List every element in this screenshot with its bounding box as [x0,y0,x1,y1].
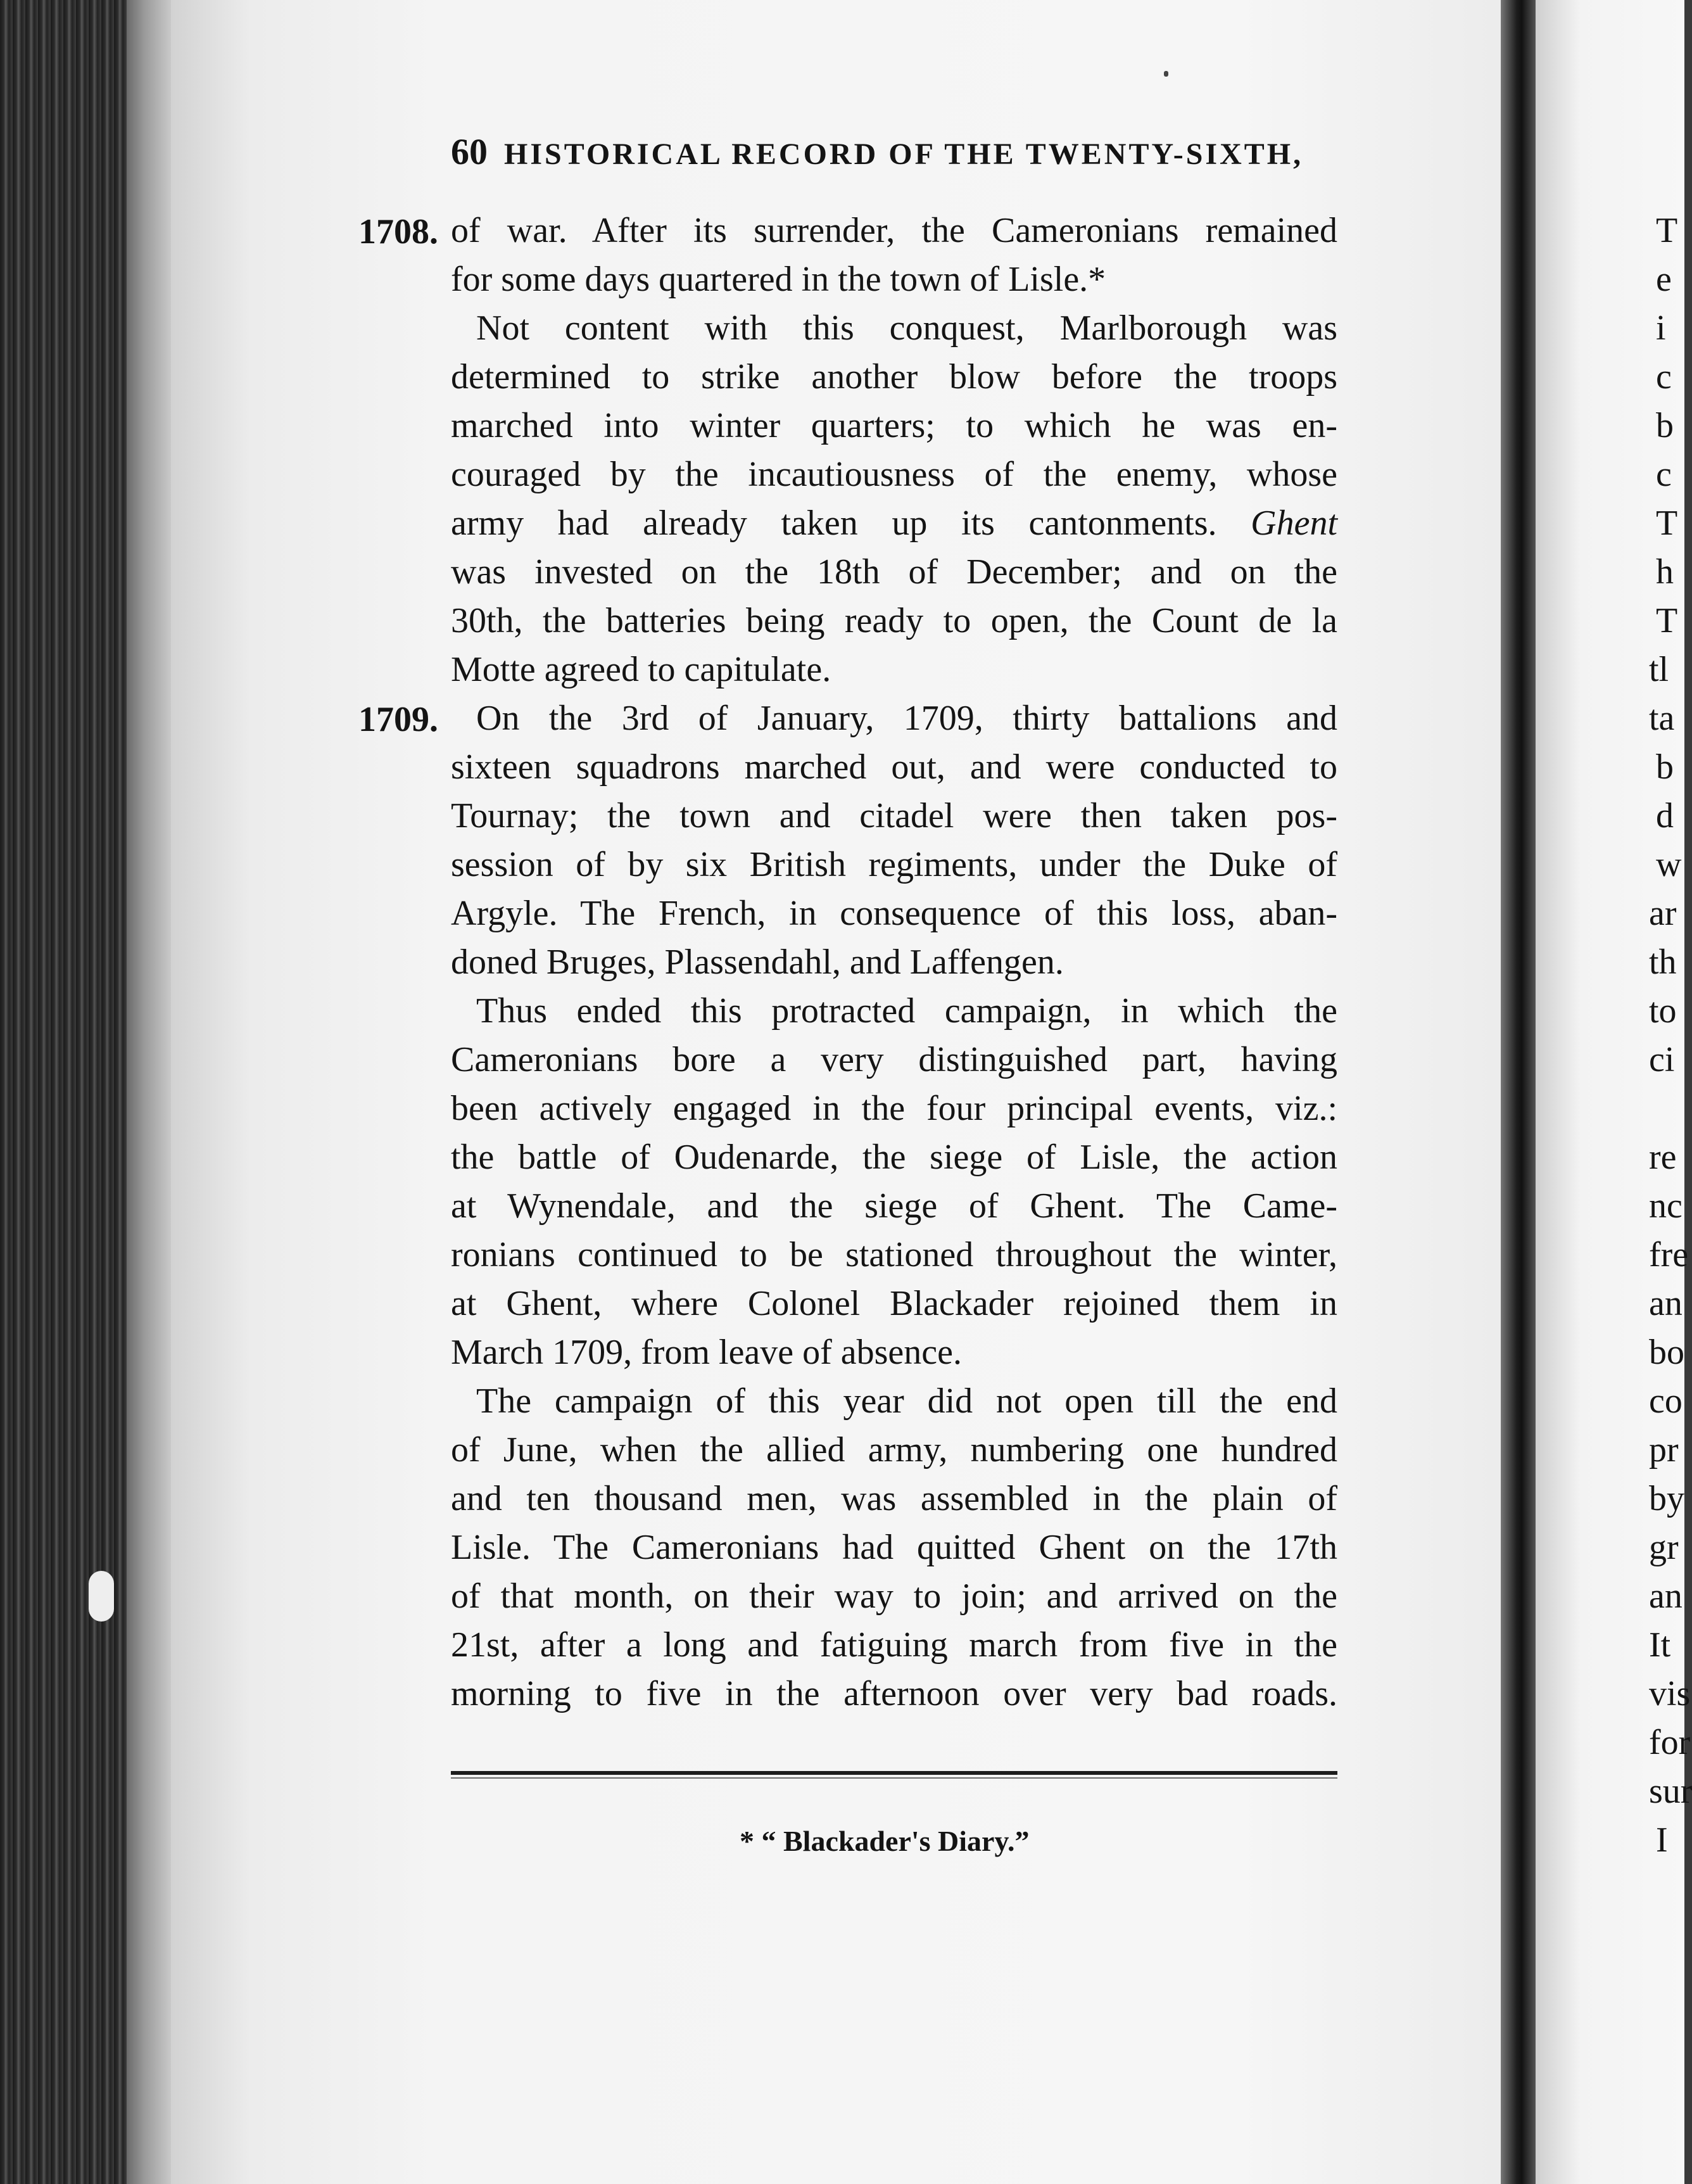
facing-page-fragment: for [1649,1723,1691,1762]
facing-page-fragment: to [1649,991,1677,1031]
text-line: On the 3rd of January, 1709, thirty battalions and [476,699,1337,738]
running-header [451,130,1337,173]
facing-page-fragment: I [1656,1820,1668,1860]
facing-page-fragment: re [1649,1138,1677,1177]
facing-page-fragment: pr [1649,1430,1679,1470]
page-number: 60 [451,131,488,172]
facing-page-fragment: th [1649,943,1677,982]
facing-page-fragment: h [1656,552,1674,592]
text-line: March 1709, from leave of absence. [451,1333,962,1372]
facing-page-fragment: by [1649,1479,1684,1518]
text-line: army had already taken up its cantonments. Ghent [451,504,1337,543]
facing-page-fragment: d [1656,796,1674,835]
facing-page-fragment: co [1649,1381,1683,1421]
facing-page-fragment: T [1656,601,1678,640]
facing-page-fragment: vis [1649,1674,1691,1713]
text-line: Not content with this conquest, Marlborough was [476,308,1337,348]
text-line: of June, when the allied army, numbering one hundred [451,1430,1337,1470]
facing-page-fragment: ta [1649,699,1675,738]
facing-page-fragment: i [1656,308,1666,348]
text-line: of that month, on their way to join; and arrived on the [451,1577,1337,1616]
ink-speck [1164,71,1168,77]
margin-year-1709: 1709. [358,700,438,739]
text-line: Motte agreed to capitulate. [451,650,831,689]
text-line: and ten thousand men, was assembled in the plain of [451,1479,1337,1518]
facing-page-fragment: nc [1649,1186,1683,1226]
facing-page-fragment: bo [1649,1333,1684,1372]
text-line: ronians continued to be stationed throughout the winter, [451,1235,1337,1274]
facing-page-fragment: sur [1649,1772,1692,1811]
text-line: sixteen squadrons marched out, and were conducted to [451,747,1337,787]
facing-page-fragment: w [1656,845,1682,884]
footnote: * “ Blackader's Diary.” [740,1825,1030,1857]
facing-page-fragment: ar [1649,894,1677,933]
facing-page-fragment: an [1649,1284,1683,1323]
facing-page-fragment: tl [1649,650,1669,689]
italic-word: Ghent [1251,504,1337,543]
facing-page-fragment: an [1649,1577,1683,1616]
text-line: couraged by the incautiousness of the enemy, whose [451,455,1337,494]
text-line: for some days quartered in the town of Lisle.* [451,260,1106,299]
text-line: marched into winter quarters; to which he was en- [451,406,1337,445]
text-line: Cameronians bore a very distinguished part, having [451,1040,1337,1079]
text-line: was invested on the 18th of December; and on the [451,552,1337,592]
facing-page-fragment: gr [1649,1528,1679,1567]
text-line: of war. After its surrender, the Cameronians remained [451,211,1337,250]
footnote-rule-shadow [451,1777,1337,1779]
text-line: doned Bruges, Plassendahl, and Laffengen. [451,943,1064,982]
text-line: at Ghent, where Colonel Blackader rejoined them in [451,1284,1337,1323]
running-title: HISTORICAL RECORD OF THE TWENTY-SIXTH, [504,137,1304,171]
facing-page-fragment: T [1656,504,1678,543]
facing-page-fragment: fre [1649,1235,1689,1274]
page-edge [127,0,171,2184]
text-line: the battle of Oudenarde, the siege of Lisle, the action [451,1138,1337,1177]
book-gutter [1501,0,1536,2184]
footnote-rule [451,1771,1337,1775]
facing-page-fragment: ci [1649,1040,1675,1079]
text-line: Tournay; the town and citadel were then taken pos- [451,796,1337,835]
facing-page-fragment: e [1656,260,1672,299]
text-line: The campaign of this year did not open till the end [476,1381,1337,1421]
text-line: session of by six British regiments, under the Duke of [451,845,1337,884]
text-line: 21st, after a long and fatiguing march from five in the [451,1625,1337,1665]
facing-page-fragment: b [1656,406,1674,445]
text-line: Thus ended this protracted campaign, in which the [476,991,1337,1031]
text-line: been actively engaged in the four principal events, viz.: [451,1089,1337,1128]
text-line: Argyle. The French, in consequence of this loss, aban- [451,894,1337,933]
text-line: Lisle. The Cameronians had quitted Ghent on the 17th [451,1528,1337,1567]
text-line: morning to five in the afternoon over very bad roads. [451,1674,1337,1713]
facing-page-fragment: It [1649,1625,1671,1665]
facing-page-fragment: b [1656,747,1674,787]
text-line: 30th, the batteries being ready to open, the Count de la [451,601,1337,640]
facing-page-fragment: T [1656,211,1678,250]
paper-tear-mark [89,1571,114,1622]
text-line: at Wynendale, and the siege of Ghent. The Came- [451,1186,1337,1226]
text-line: determined to strike another blow before the troops [451,357,1337,397]
facing-page-fragment: c [1656,357,1672,397]
margin-year-1708: 1708. [358,212,438,251]
facing-page-fragment: c [1656,455,1672,494]
